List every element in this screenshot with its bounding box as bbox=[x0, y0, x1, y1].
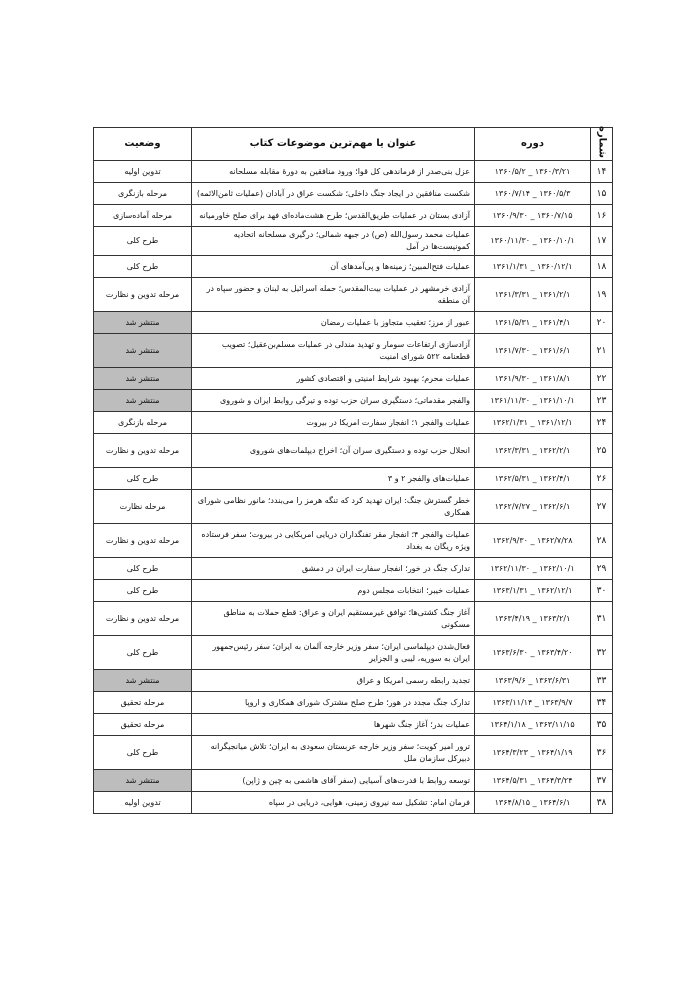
row-period: ۱۳۶۴/۶/۱ _ ۱۳۶۴/۸/۱۵ bbox=[475, 792, 591, 814]
row-period: ۱۳۶۱/۱۰/۱ _ ۱۳۶۱/۱۱/۳۰ bbox=[475, 390, 591, 412]
row-status: مرحله بازنگری bbox=[94, 412, 192, 434]
row-status: مرحله تدوین و نظارت bbox=[94, 602, 192, 636]
row-number: ۳۲ bbox=[591, 636, 613, 670]
table-row bbox=[94, 770, 613, 792]
row-status: طرح کلی bbox=[94, 736, 192, 770]
row-period: ۱۳۶۰/۷/۱۵ _ ۱۳۶۰/۹/۳۰ bbox=[475, 205, 591, 227]
row-status: مرحله تحقیق bbox=[94, 692, 192, 714]
row-title: انحلال حزب توده و دستگیری سران آن؛ اخراج دیپلمات‌های شوروی bbox=[192, 434, 475, 468]
row-title: عزل بنی‌صدر از فرماندهی کل قوا؛ ورود منافقین به دورهٔ مقابله مسلحانه bbox=[192, 161, 475, 183]
table-row bbox=[94, 161, 613, 183]
row-status: منتشر شد bbox=[94, 368, 192, 390]
table-row bbox=[94, 792, 613, 814]
row-period: ۱۳۶۲/۶/۱ _ ۱۳۶۲/۷/۲۷ bbox=[475, 490, 591, 524]
row-number: ۱۹ bbox=[591, 278, 613, 312]
row-title: عملیات‌های والفجر ۲ و ۳ bbox=[192, 468, 475, 490]
table-row bbox=[94, 368, 613, 390]
row-number: ۱۶ bbox=[591, 205, 613, 227]
table-row bbox=[94, 434, 613, 468]
row-status: طرح کلی bbox=[94, 636, 192, 670]
row-period: ۱۳۶۰/۵/۳ _ ۱۳۶۰/۷/۱۴ bbox=[475, 183, 591, 205]
row-period: ۱۳۶۱/۴/۱ _ ۱۳۶۱/۵/۳۱ bbox=[475, 312, 591, 334]
table-header-row bbox=[94, 128, 613, 161]
header-period: دوره bbox=[475, 128, 591, 161]
row-status: طرح کلی bbox=[94, 558, 192, 580]
row-title: توسعه روابط با قدرت‌های آسیایی (سفر آقای هاشمی به چین و ژاپن) bbox=[192, 770, 475, 792]
row-status: منتشر شد bbox=[94, 334, 192, 368]
row-number: ۲۹ bbox=[591, 558, 613, 580]
row-status: مرحله بازنگری bbox=[94, 183, 192, 205]
table-row bbox=[94, 524, 613, 558]
table-row bbox=[94, 692, 613, 714]
row-title: آزادسازی ارتفاعات سومار و تهدید مندلی در عملیات مسلم‌بن‌عقیل؛ تصویب قطعنامه ۵۲۲ شورای امنیت bbox=[192, 334, 475, 368]
row-title: عملیات والفجر ۴؛ انفجار مقر تفنگداران دریایی امریکایی در بیروت؛ سفر فرستاده ویژه ریگان به بغداد bbox=[192, 524, 475, 558]
row-title: والفجر مقدماتی؛ دستگیری سران حزب توده و تیرگی روابط ایران و شوروی bbox=[192, 390, 475, 412]
table-row bbox=[94, 205, 613, 227]
header-title: عنوان یا مهم‌ترین موضوعات کتاب bbox=[192, 128, 475, 161]
row-number: ۳۴ bbox=[591, 692, 613, 714]
row-title: عملیات والفجر ۱؛ انفجار سفارت امریکا در بیروت bbox=[192, 412, 475, 434]
row-period: ۱۳۶۳/۲/۱ _ ۱۳۶۳/۴/۱۹ bbox=[475, 602, 591, 636]
header-status: وضعیت bbox=[94, 128, 192, 161]
row-status: مرحله تدوین و نظارت bbox=[94, 524, 192, 558]
table-row bbox=[94, 714, 613, 736]
row-status: طرح کلی bbox=[94, 580, 192, 602]
row-period: ۱۳۶۲/۱۲/۱ _ ۱۳۶۳/۱/۳۱ bbox=[475, 580, 591, 602]
table-row bbox=[94, 490, 613, 524]
row-period: ۱۳۶۱/۲/۱ _ ۱۳۶۱/۳/۳۱ bbox=[475, 278, 591, 312]
row-status: طرح کلی bbox=[94, 468, 192, 490]
row-number: ۲۴ bbox=[591, 412, 613, 434]
row-title: آزادی بستان در عملیات طریق‌القدس؛ طرح هشت‌ماده‌ای فهد برای صلح خاورمیانه bbox=[192, 205, 475, 227]
row-title: عملیات بدر؛ آغاز جنگ شهرها bbox=[192, 714, 475, 736]
row-status: منتشر شد bbox=[94, 670, 192, 692]
row-number: ۲۰ bbox=[591, 312, 613, 334]
row-status: طرح کلی bbox=[94, 256, 192, 278]
row-number: ۱۴ bbox=[591, 161, 613, 183]
row-status: مرحله تدوین و نظارت bbox=[94, 434, 192, 468]
table-row bbox=[94, 602, 613, 636]
row-period: ۱۳۶۴/۱/۱۹ _ ۱۳۶۴/۳/۲۳ bbox=[475, 736, 591, 770]
row-period: ۱۳۶۳/۴/۲۰ _ ۱۳۶۳/۶/۳۰ bbox=[475, 636, 591, 670]
row-title: فرمان امام: تشکیل سه نیروی زمینی، هوایی، دریایی در سپاه bbox=[192, 792, 475, 814]
row-status: مرحله نظارت bbox=[94, 490, 192, 524]
row-period: ۱۳۶۳/۶/۳۱ _ ۱۳۶۳/۹/۶ bbox=[475, 670, 591, 692]
table-row bbox=[94, 390, 613, 412]
row-title: شکست منافقین در ایجاد جنگ داخلی؛ شکست عراق در آبادان (عملیات ثامن‌الائمه) bbox=[192, 183, 475, 205]
row-status: مرحله تدوین و نظارت bbox=[94, 278, 192, 312]
row-period: ۱۳۶۰/۱۰/۱ _ ۱۳۶۰/۱۱/۳۰ bbox=[475, 227, 591, 256]
row-title: عملیات محمد رسول‌الله (ص) در جبهه شمالی؛ درگیری مسلحانه اتحادیه کمونیست‌ها در آمل bbox=[192, 227, 475, 256]
row-period: ۱۳۶۳/۱۱/۱۵ _ ۱۳۶۴/۱/۱۸ bbox=[475, 714, 591, 736]
row-title: تجدید رابطه رسمی امریکا و عراق bbox=[192, 670, 475, 692]
row-number: ۳۸ bbox=[591, 792, 613, 814]
row-period: ۱۳۶۲/۲/۱ _ ۱۳۶۲/۳/۳۱ bbox=[475, 434, 591, 468]
row-number: ۲۱ bbox=[591, 334, 613, 368]
row-title: ترور امیر کویت؛ سفر وزیر خارجه عربستان سعودی به ایران؛ تلاش میانجیگرانه دبیرکل سازمان ملل bbox=[192, 736, 475, 770]
row-number: ۲۸ bbox=[591, 524, 613, 558]
table-row bbox=[94, 670, 613, 692]
row-period: ۱۳۶۱/۶/۱ _ ۱۳۶۱/۷/۳۰ bbox=[475, 334, 591, 368]
row-title: تدارک جنگ در خور؛ انفجار سفارت ایران در دمشق bbox=[192, 558, 475, 580]
row-number: ۳۱ bbox=[591, 602, 613, 636]
table-row bbox=[94, 312, 613, 334]
row-status: مرحله تحقیق bbox=[94, 714, 192, 736]
table-row bbox=[94, 278, 613, 312]
table-row bbox=[94, 558, 613, 580]
row-number: ۲۶ bbox=[591, 468, 613, 490]
row-number: ۳۰ bbox=[591, 580, 613, 602]
row-status: منتشر شد bbox=[94, 390, 192, 412]
row-number: ۳۵ bbox=[591, 714, 613, 736]
row-status: منتشر شد bbox=[94, 770, 192, 792]
row-status: طرح کلی bbox=[94, 227, 192, 256]
table-row bbox=[94, 736, 613, 770]
table-row bbox=[94, 636, 613, 670]
row-status: تدوین اولیه bbox=[94, 792, 192, 814]
row-number: ۳۶ bbox=[591, 736, 613, 770]
table-row bbox=[94, 412, 613, 434]
row-title: آغاز جنگ کشتی‌ها؛ توافق غیرمستقیم ایران و عراق: قطع حملات به مناطق مسکونی bbox=[192, 602, 475, 636]
row-period: ۱۳۶۴/۳/۲۴ _ ۱۳۶۴/۵/۳۱ bbox=[475, 770, 591, 792]
table-row bbox=[94, 334, 613, 368]
table-row bbox=[94, 256, 613, 278]
row-number: ۳۷ bbox=[591, 770, 613, 792]
row-number: ۲۳ bbox=[591, 390, 613, 412]
row-period: ۱۳۶۰/۳/۲۱ _ ۱۳۶۰/۵/۲ bbox=[475, 161, 591, 183]
row-period: ۱۳۶۲/۱۰/۱ _ ۱۳۶۲/۱۱/۳۰ bbox=[475, 558, 591, 580]
row-number: ۱۷ bbox=[591, 227, 613, 256]
row-period: ۱۳۶۰/۱۲/۱ _ ۱۳۶۱/۱/۳۱ bbox=[475, 256, 591, 278]
row-title: تدارک جنگ مجدد در هور؛ طرح صلح مشترک شورای همکاری و اروپا bbox=[192, 692, 475, 714]
row-number: ۲۵ bbox=[591, 434, 613, 468]
row-period: ۱۳۶۲/۷/۲۸ _ ۱۳۶۲/۹/۳۰ bbox=[475, 524, 591, 558]
row-period: ۱۳۶۱/۸/۱ _ ۱۳۶۱/۹/۳۰ bbox=[475, 368, 591, 390]
row-title: آزادی خرمشهر در عملیات بیت‌المقدس؛ حمله اسرائیل به لبنان و حضور سپاه در آن منطقه bbox=[192, 278, 475, 312]
row-number: ۳۳ bbox=[591, 670, 613, 692]
row-status: مرحله آماده‌سازی bbox=[94, 205, 192, 227]
books-status-table bbox=[93, 127, 613, 814]
table-row bbox=[94, 580, 613, 602]
row-period: ۱۳۶۱/۱۲/۱ _ ۱۳۶۲/۱/۳۱ bbox=[475, 412, 591, 434]
row-title: عملیات فتح‌المبین؛ زمینه‌ها و پی‌آمدهای آن bbox=[192, 256, 475, 278]
table-row bbox=[94, 468, 613, 490]
row-number: ۲۲ bbox=[591, 368, 613, 390]
row-period: ۱۳۶۳/۹/۷ _ ۱۳۶۳/۱۱/۱۴ bbox=[475, 692, 591, 714]
header-number: شماره bbox=[591, 128, 613, 161]
row-title: خطر گسترش جنگ: ایران تهدید کرد که تنگه هرمز را می‌بندد؛ مانور نظامی شورای همکاری bbox=[192, 490, 475, 524]
row-title: عبور از مرز؛ تعقیب متجاوز با عملیات رمضان bbox=[192, 312, 475, 334]
row-status: منتشر شد bbox=[94, 312, 192, 334]
row-title: عملیات محرم؛ بهبود شرایط امنیتی و اقتصادی کشور bbox=[192, 368, 475, 390]
table-row bbox=[94, 227, 613, 256]
row-status: تدوین اولیه bbox=[94, 161, 192, 183]
row-period: ۱۳۶۲/۴/۱ _ ۱۳۶۲/۵/۳۱ bbox=[475, 468, 591, 490]
row-title: عملیات خیبر؛ انتخابات مجلس دوم bbox=[192, 580, 475, 602]
row-number: ۱۵ bbox=[591, 183, 613, 205]
row-number: ۱۸ bbox=[591, 256, 613, 278]
row-number: ۲۷ bbox=[591, 490, 613, 524]
row-title: فعال‌شدن دیپلماسی ایران؛ سفر وزیر خارجه آلمان به ایران؛ سفر رئیس‌جمهور ایران به سوریه، لیبی و الجزایر bbox=[192, 636, 475, 670]
table-row bbox=[94, 183, 613, 205]
